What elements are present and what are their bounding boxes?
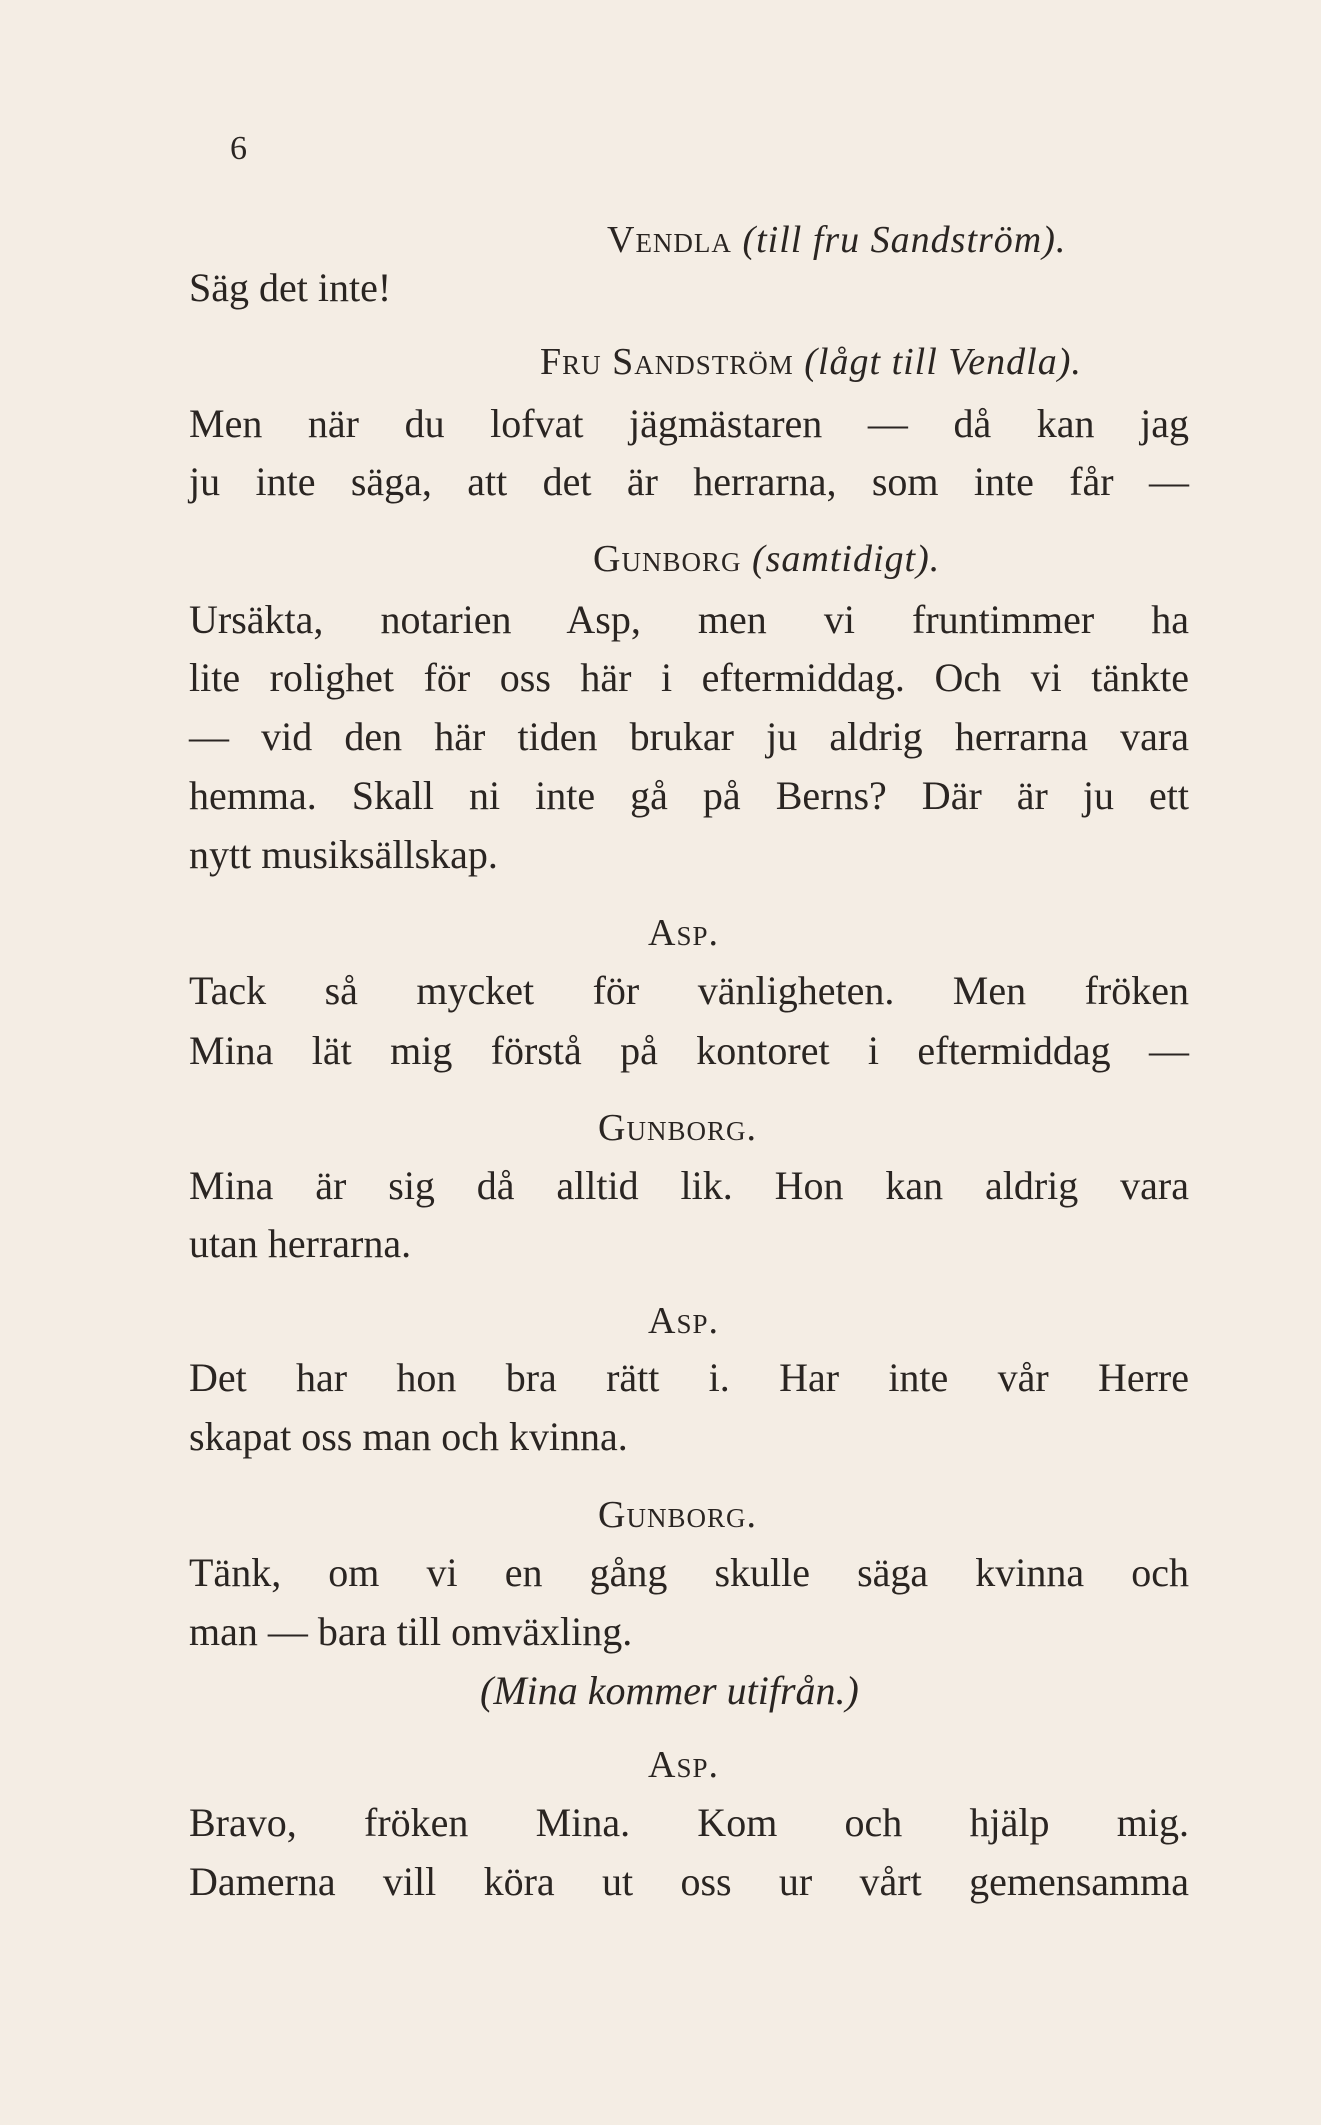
speaker-name: Asp. xyxy=(648,912,719,954)
dialogue-line: Säg det inte! xyxy=(189,265,392,310)
speaker-heading xyxy=(598,1103,757,1153)
dialogue-line: ju inte säga, att det är herrarna, som inte får — xyxy=(189,459,1189,504)
dialogue-line: Tack så mycket för vänligheten. Men fröken xyxy=(189,968,1189,1013)
stage-direction-line: (Mina kommer utifrån.) xyxy=(480,1668,859,1713)
page-number: 6 xyxy=(230,130,247,167)
speaker-name: Gunborg. xyxy=(598,1107,757,1149)
dialogue-line: man — bara till omväxling. xyxy=(189,1609,633,1654)
dialogue-line: utan herrarna. xyxy=(189,1221,412,1266)
dialogue-line: — vid den här tiden brukar ju aldrig herrarna vara xyxy=(189,714,1189,759)
dialogue-line: hemma. Skall ni inte gå på Berns? Där är ju ett xyxy=(189,773,1189,818)
speaker-heading xyxy=(607,215,1066,265)
stage-direction: (till fru Sandström). xyxy=(742,219,1067,261)
speaker-heading xyxy=(540,337,1082,387)
dialogue-line: lite rolighet för oss här i eftermiddag. Och vi tänkte xyxy=(189,655,1189,700)
dialogue-line: Mina är sig då alltid lik. Hon kan aldrig vara xyxy=(189,1163,1189,1208)
speaker-heading xyxy=(593,534,940,584)
speaker-name: Asp. xyxy=(648,1744,719,1786)
speaker-heading xyxy=(648,1296,719,1346)
speaker-heading xyxy=(598,1490,757,1540)
dialogue-line: Ursäkta, notarien Asp, men vi fruntimmer ha xyxy=(189,597,1189,642)
dialogue-line: nytt musiksällskap. xyxy=(189,832,498,877)
speaker-name: Gunborg. xyxy=(598,1494,757,1536)
stage-direction: (samtidigt). xyxy=(751,538,941,580)
dialogue-line: Bravo, fröken Mina. Kom och hjälp mig. xyxy=(189,1800,1189,1845)
speaker-name: Fru Sandström xyxy=(540,341,794,383)
speaker-heading xyxy=(648,1740,719,1790)
speaker-name: Vendla xyxy=(607,219,732,261)
dialogue-line: Damerna vill köra ut oss ur vårt gemensamma xyxy=(189,1859,1189,1904)
dialogue-line: Men när du lofvat jägmästaren — då kan jag xyxy=(189,401,1189,446)
dialogue-line: Tänk, om vi en gång skulle säga kvinna och xyxy=(189,1550,1189,1595)
speaker-heading xyxy=(648,908,719,958)
speaker-name: Asp. xyxy=(648,1300,719,1342)
stage-direction: (lågt till Vendla). xyxy=(804,341,1082,383)
dialogue-line: skapat oss man och kvinna. xyxy=(189,1414,628,1459)
speaker-name: Gunborg xyxy=(593,538,742,580)
dialogue-line: Det har hon bra rätt i. Har inte vår Herre xyxy=(189,1355,1189,1400)
dialogue-line: Mina lät mig förstå på kontoret i eftermiddag — xyxy=(189,1028,1189,1073)
